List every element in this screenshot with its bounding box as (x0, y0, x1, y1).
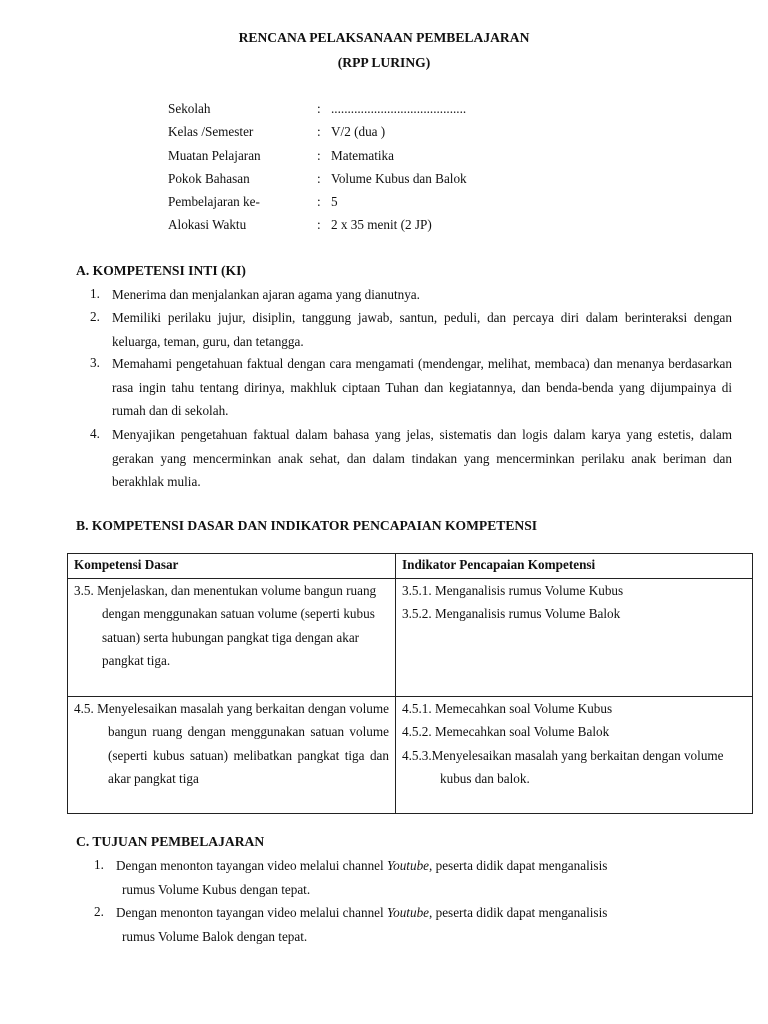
table-header-row (68, 554, 753, 579)
ipk-line: 4.5.1. Memecahkan soal Volume Kubus (402, 701, 613, 716)
ipk-line: 3.5.2. Menganalisis rumus Volume Balok (402, 606, 621, 622)
objective-text-end: , peserta didik dapat menganalisis (429, 858, 608, 873)
identity-colon: : (317, 171, 321, 186)
identity-value: ......................................... (331, 101, 467, 116)
section-b-heading: B. KOMPETENSI DASAR DAN INDIKATOR PENCAPAIAN KOMPETENSI (76, 518, 538, 533)
objective-text (116, 854, 734, 878)
identity-value: V/2 (dua ) (331, 124, 386, 139)
objective-text-end: , peserta didik dapat menganalisis (429, 905, 608, 920)
identity-label: Muatan Pelajaran (168, 148, 261, 163)
kd-cell (68, 697, 396, 814)
identity-colon: : (317, 148, 321, 163)
objective-item-2 (94, 901, 734, 948)
objective-text (116, 901, 734, 925)
identity-colon: : (317, 194, 321, 209)
objective-text-start: Dengan menonton tayangan video melalui channel (116, 858, 387, 873)
list-number: 1. (90, 286, 100, 301)
column-header-ipk: Indikator Pencapaian Kompetensi (396, 554, 753, 579)
document-title: RENCANA PELAKSANAAN PEMBELAJARAN (238, 30, 530, 45)
list-number: 3. (90, 355, 100, 370)
identity-label: Alokasi Waktu (168, 217, 247, 232)
objective-text-start: Dengan menonton tayangan video melalui channel (116, 905, 387, 920)
identity-value: Volume Kubus dan Balok (331, 171, 467, 186)
table-row (68, 579, 753, 697)
document-subtitle: (RPP LURING) (337, 55, 431, 70)
section-c-heading: C. TUJUAN PEMBELAJARAN (76, 834, 265, 849)
column-header-kd: Kompetensi Dasar (68, 554, 396, 579)
identity-label: Pokok Bahasan (168, 171, 250, 186)
ki-item-4 (90, 423, 732, 494)
ki-item-3 (90, 352, 732, 423)
identity-colon: : (317, 124, 321, 139)
identity-label: Pembelajaran ke- (168, 194, 260, 209)
kd-cell (68, 579, 396, 697)
table-row (68, 697, 753, 814)
ipk-line: 4.5.3.Menyelesaikan masalah yang berkaitan dengan volume kubus dan balok. (402, 747, 724, 786)
kd-text: 3.5. Menjelaskan, dan menentukan volume bangun ruang dengan menggunakan satuan volume (seperti kubus satuan) serta hubungan pangkat tiga dengan akar pangkat tiga. (74, 583, 377, 668)
ipk-line: 3.5.1. Menganalisis rumus Volume Kubus (402, 583, 624, 598)
ki-text: Menyajikan pengetahuan faktual dalam bahasa yang jelas, sistematis dan logis dalam karya yang estetis, dalam gerakan yang mencerminkan anak sehat, dan dalam tindakan yang mencerminkan perilaku anak beriman dan berakhlak mulia. (112, 427, 732, 489)
list-number: 2. (90, 309, 100, 324)
ki-text: Menerima dan menjalankan ajaran agama yang dianutnya. (112, 287, 420, 302)
identity-value: 2 x 35 menit (2 JP) (331, 217, 432, 232)
objective-item-1 (94, 854, 734, 901)
identity-colon: : (317, 101, 321, 116)
identity-colon: : (317, 217, 321, 232)
objective-emphasis: Youtube (387, 905, 430, 920)
list-number: 4. (90, 426, 100, 441)
list-number: 2. (94, 904, 104, 919)
ipk-cell (396, 697, 753, 814)
ki-text: Memiliki perilaku jujur, disiplin, tanggung jawab, santun, peduli, dan percaya diri dalam berinteraksi dengan keluarga, teman, guru, dan tetangga. (112, 310, 732, 349)
ki-text: Memahami pengetahuan faktual dengan cara mengamati (mendengar, melihat, membaca) dan menanya berdasarkan rasa ingin tahu tentang dirinya, makhluk ciptaan Tuhan dan kegiatannya, dan benda-benda yang dijumpainya di rumah dan di sekolah. (112, 356, 732, 418)
identity-value: 5 (331, 194, 338, 209)
ipk-cell (396, 579, 753, 697)
kd-text: 4.5. Menyelesaikan masalah yang berkaitan dengan volume bangun ruang dengan menggunakan satuan volume (seperti kubus satuan) melibatkan pangkat tiga dan akar pangkat tiga (74, 701, 389, 786)
ipk-line: 4.5.2. Memecahkan soal Volume Balok (402, 724, 610, 740)
identity-label: Sekolah (168, 101, 211, 116)
identity-value: Matematika (331, 148, 394, 163)
identity-label: Kelas /Semester (168, 124, 254, 139)
objective-continuation: rumus Volume Kubus dengan tepat. (122, 881, 311, 897)
ki-item-2 (90, 306, 732, 353)
section-a-heading: A. KOMPETENSI INTI (KI) (76, 263, 246, 278)
ki-item-1 (90, 283, 732, 307)
competency-table (67, 553, 753, 814)
objective-continuation: rumus Volume Balok dengan tepat. (122, 928, 308, 944)
objective-emphasis: Youtube (387, 858, 430, 873)
list-number: 1. (94, 857, 104, 872)
